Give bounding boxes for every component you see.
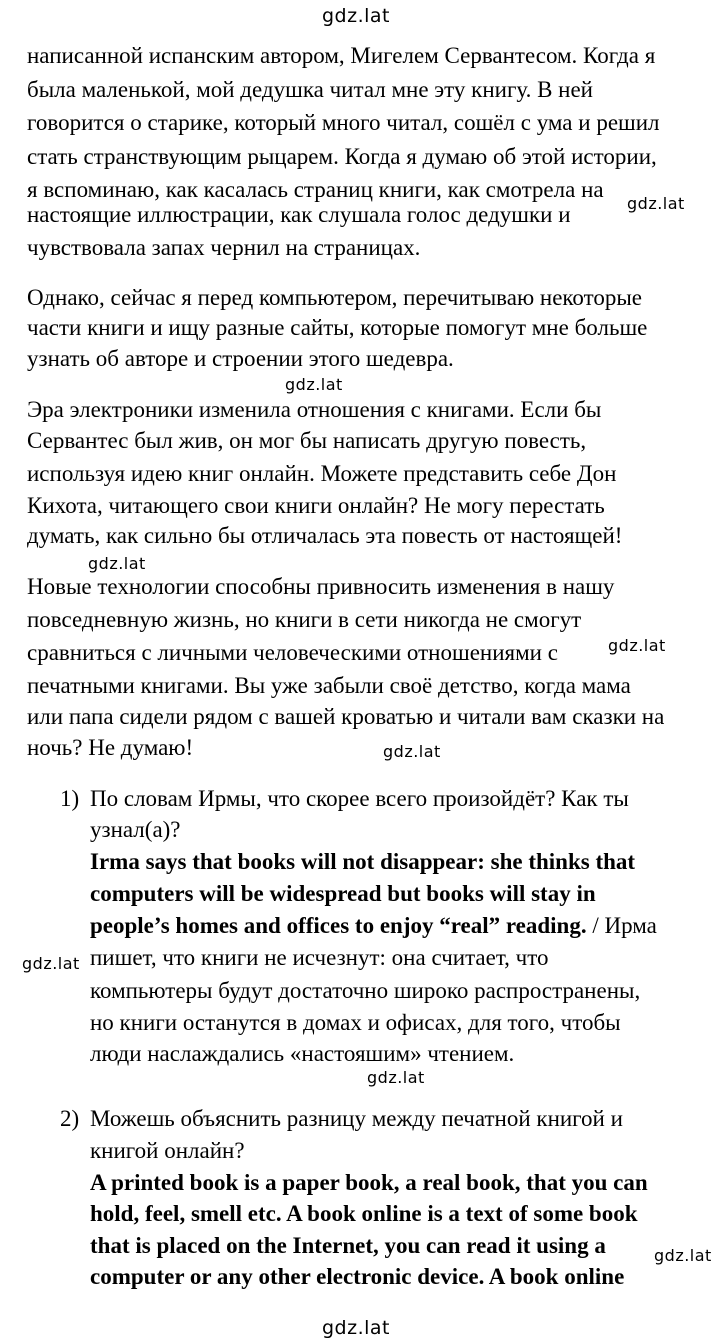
watermark: gdz.lat [627,194,685,213]
text-line: думать, как сильно бы отличалась эта повесть от настоящей! [27,523,623,548]
text-line: Сервантес был жив, он мог бы написать другую повесть, [27,428,587,453]
answer-english: computers will be widespread but books will stay in [90,881,596,906]
text-line: Эра электроники изменила отношения с книгами. Если бы [27,397,602,422]
text-line: или папа сидели рядом с вашей кроватью и читали вам сказки на [27,704,665,729]
text-line: части книги и ищу разные сайты, которые помогут мне больше [27,315,648,340]
answer-russian: / Ирма [586,913,657,938]
answer-english: that is placed on the Internet, you can read it using a [90,1233,606,1258]
text-line: настоящие иллюстрации, как слушала голос дедушки и [27,202,571,227]
answer-russian: но книги останутся в домах и офисах, для того, чтобы [90,1010,621,1035]
answer-english: hold, feel, smell etc. A book online is a text of some book [90,1201,638,1226]
answer-english: Irma says that books will not disappear: she thinks that [90,849,636,874]
watermark: gdz.lat [285,375,343,394]
text-line: стать странствующим рыцарем. Когда я думаю об этой истории, [27,144,657,169]
watermark: gdz.lat [322,1317,391,1339]
text-line: повседневную жизнь, но книги в сети никогда не смогут [27,607,582,632]
watermark: gdz.lat [88,554,146,573]
answer-english: people’s homes and offices to enjoy “real” reading. [90,913,587,938]
question-text: По словам Ирмы, что скорее всего произойдёт? Как ты [90,786,629,811]
text-line: говорится о старике, который много читал, сошёл с ума и решил [27,110,660,135]
answer-russian: компьютеры будут достаточно широко распространены, [90,978,641,1003]
text-line: сравниться с личными человеческими отношениями с [27,640,558,665]
text-line: написанной испанским автором, Мигелем Сервантесом. Когда я [27,43,656,68]
answer-english: A printed book is a paper book, a real book, that you can [90,1170,648,1195]
question-number: 2) [60,1106,80,1131]
text-line: я вспоминаю, как касалась страниц книги, как смотрела на [27,177,604,202]
watermark: gdz.lat [608,636,666,655]
watermark: gdz.lat [322,5,391,27]
answer-english: computer or any other electronic device. A book online [90,1264,625,1289]
text-line: была маленькой, мой дедушка читал мне эту книгу. В ней [27,77,593,102]
question-text: книгой онлайн? [90,1138,245,1163]
text-line: используя идею книг онлайн. Можете представить себе Дон [27,461,617,486]
text-line: Новые технологии способны привносить изменения в нашу [27,574,615,599]
text-line: Кихота, читающего свои книги онлайн? Не могу перестать [27,493,605,518]
watermark: gdz.lat [22,954,80,973]
text-line: чувствовала запах чернил на страницах. [27,235,421,260]
text-line: Однако, сейчас я перед компьютером, перечитываю некоторые [27,285,643,310]
text-line: ночь? Не думаю! [27,735,194,760]
answer-russian: люди наслаждались «настояшим» чтением. [90,1041,515,1066]
watermark: gdz.lat [367,1068,425,1087]
text-line: узнать об авторе и строении этого шедевра. [27,346,454,371]
answer-line-mixed [90,912,657,940]
answer-russian: пишет, что книги не исчезнут: она считает, что [90,945,549,970]
question-text: Можешь объяснить разницу между печатной книгой и [90,1106,623,1131]
watermark: gdz.lat [383,742,441,761]
text-line: печатными книгами. Вы уже забыли своё детство, когда мама [27,673,631,698]
question-number: 1) [60,786,80,811]
watermark: gdz.lat [654,1246,712,1265]
question-text: узнал(а)? [90,817,181,842]
